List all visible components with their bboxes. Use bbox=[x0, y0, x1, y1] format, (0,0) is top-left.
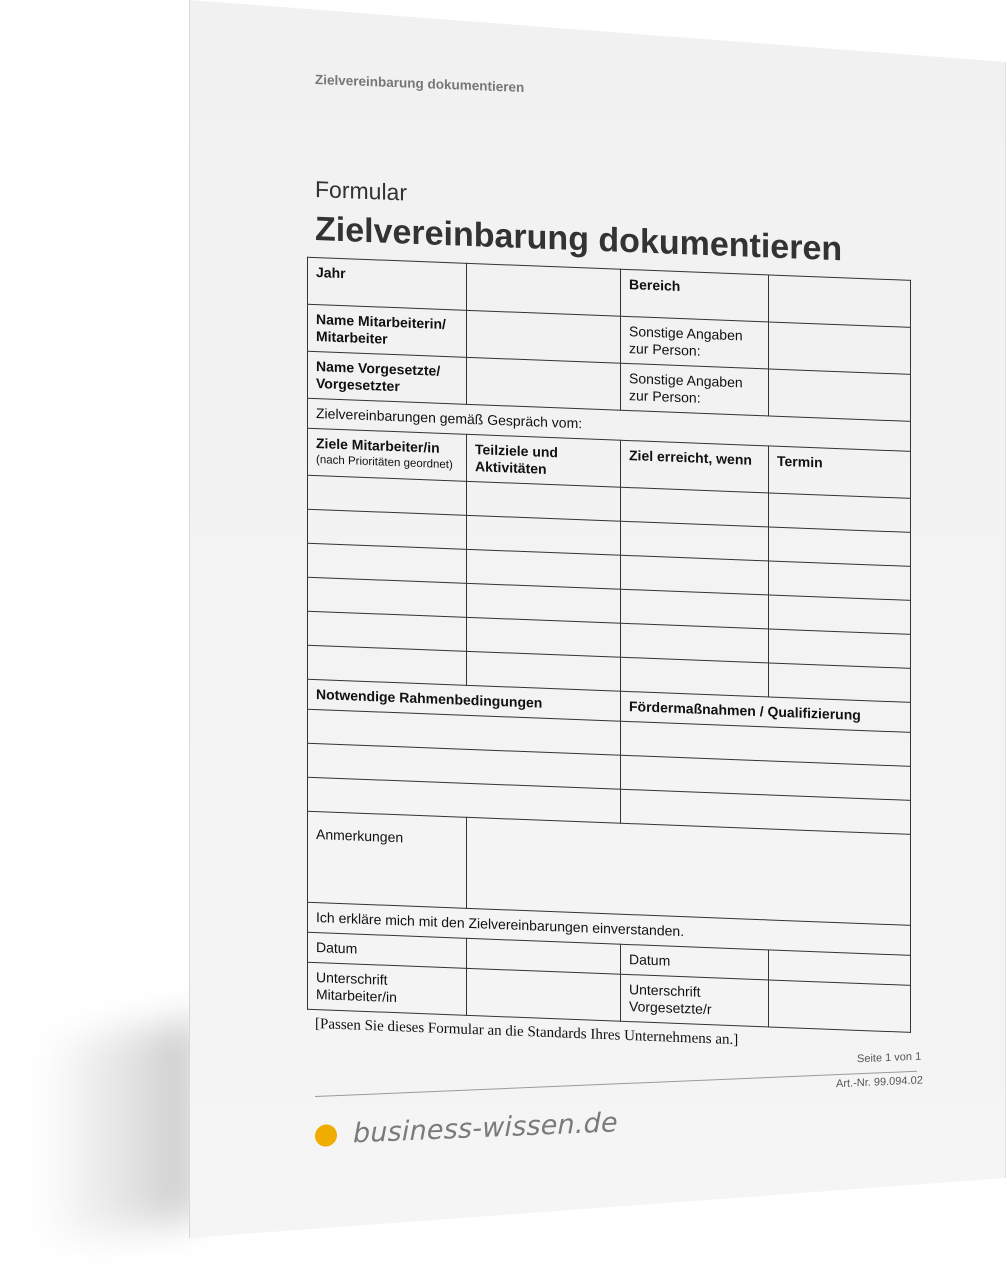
col-header-ziele-label: Ziele Mitarbeiter/in bbox=[316, 435, 440, 456]
label-bereich: Bereich bbox=[621, 269, 769, 322]
label-sonstige-1: Sonstige Angaben zur Person: bbox=[621, 316, 769, 369]
logo-dot-icon bbox=[315, 1124, 337, 1147]
label-foerder: Fördermaßnahmen / Qualifizierung bbox=[621, 691, 911, 732]
label-datum-mitarbeiter: Datum bbox=[308, 932, 467, 968]
label-name-vorgesetzte: Name Vorgesetzte/ Vorgesetzter bbox=[308, 351, 467, 404]
label-jahr: Jahr bbox=[308, 257, 467, 310]
col-header-ziele-sub: (nach Prioritäten geordnet) bbox=[316, 454, 453, 472]
article-number: Art.-Nr. 99.094.02 bbox=[836, 1074, 923, 1091]
col-header-erreicht: Ziel erreicht, wenn bbox=[621, 440, 769, 493]
logo-text: business-wissen.de bbox=[353, 1107, 618, 1150]
label-gespraech: Zielvereinbarungen gemäß Gespräch vom: bbox=[308, 398, 911, 451]
col-header-teilziele: Teilziele und Aktivitäten bbox=[467, 434, 621, 487]
page-number: Seite 1 von 1 bbox=[857, 1050, 922, 1066]
label-anmerkungen: Anmerkungen bbox=[308, 811, 467, 908]
label-name-mitarbeiter: Name Mitarbeiterin/ Mitarbeiter bbox=[308, 304, 467, 357]
label-rahmen: Notwendige Rahmenbedingungen bbox=[308, 679, 621, 721]
page-title: Zielvereinbarung dokumentieren bbox=[315, 210, 843, 269]
label-datum-vorgesetzte: Datum bbox=[621, 944, 769, 980]
label-unterschrift-vorgesetzte: Unterschrift Vorgesetzte/r bbox=[621, 974, 769, 1027]
running-header: Zielvereinbarung dokumentieren bbox=[315, 72, 525, 96]
col-header-termin: Termin bbox=[769, 446, 911, 498]
label-einverstanden: Ich erkläre mich mit den Zielvereinbarungen einverstanden. bbox=[308, 902, 911, 955]
doc-type-label: Formular bbox=[315, 176, 408, 206]
label-sonstige-2: Sonstige Angaben zur Person: bbox=[621, 363, 769, 416]
brand-logo bbox=[315, 1107, 618, 1151]
label-unterschrift-mitarbeiter: Unterschrift Mitarbeiter/in bbox=[308, 962, 467, 1015]
adapt-note: [Passen Sie dieses Formular an die Standards Ihres Unternehmens an.] bbox=[315, 1016, 739, 1049]
footer-divider bbox=[315, 1071, 917, 1097]
